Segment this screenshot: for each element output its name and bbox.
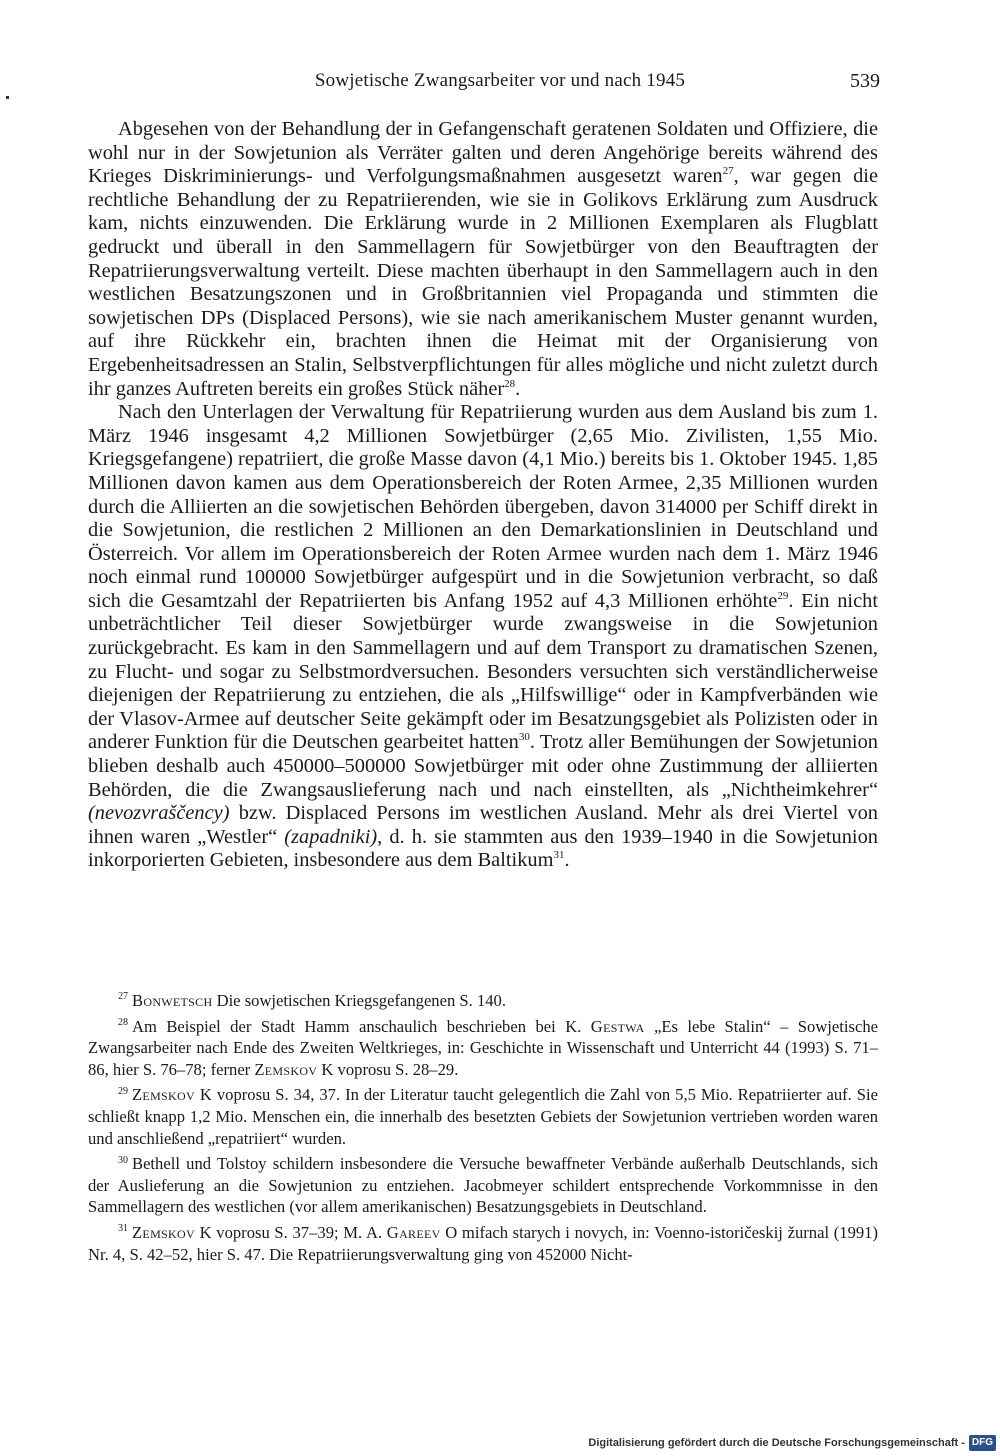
- footnotes: [88, 990, 878, 1269]
- footnote-28-text-c: K voprosu S. 28–29.: [317, 1059, 459, 1079]
- main-text: [88, 118, 878, 873]
- paragraph-2: [88, 401, 878, 873]
- paragraph-2-text-b: . Ein nicht unbeträchtlicher Teil dieser Sowjetbürger wurde zwangsweise in die Sowjetunion zurückgebracht. Es kam in den Sammellagern und auf dem Transport zu dramatischen Szenen, zu Flucht- und sogar zu Selbstmordversuchen. Besonders versuchten sich verständlicherweise diejenigen der Repatriierung zu entziehen, die als „Hilfswillige“ oder in Kampfverbänden wie der Vlasov-Armee auf deutscher Seite gekämpft oder im Besatzungsgebiet als Polizisten oder in anderer Funktion für die Deutschen gearbeitet hatten: [88, 589, 878, 754]
- scan-artifact-mark: [6, 96, 9, 99]
- digitization-banner-text: Digitalisierung gefördert durch die Deutsche Forschungsgemeinschaft -: [588, 1437, 965, 1449]
- footnote-29-text: K voprosu S. 34, 37. In der Literatur taucht gelegentlich die Zahl von 5,5 Mio. Repatriierter auf. Sie schließt knapp 1,2 Mio. Menschen ein, die innerhalb des besetzten Gebiets der Sowjetunion vertrieben worden waren und anschließend „repatriiert“ wurden.: [88, 1085, 878, 1148]
- footnote-27-author: Bonwetsch: [132, 991, 213, 1010]
- page-number: 539: [850, 70, 880, 92]
- digitization-banner: [588, 1434, 996, 1452]
- footnote-30: [88, 1153, 878, 1218]
- paragraph-1-text-a: Abgesehen von der Behandlung der in Gefangenschaft geratenen Soldaten und Offiziere, die wohl nur in der Sowjetunion als Verräter galten und deren Angehörige bereits während des Krieges Diskriminierungs- und Verfolgungsmaßnahmen ausgesetzt waren: [88, 118, 878, 188]
- paragraph-2-text-d: bzw. Displaced Persons im westlichen Ausland. Mehr als drei Viertel von ihnen waren „Westler“: [88, 802, 878, 848]
- term-zapadniki: (zapadniki): [284, 825, 378, 848]
- footnote-ref-31: 31: [553, 849, 565, 862]
- footnote-ref-27: 27: [722, 165, 734, 178]
- paragraph-1: [88, 118, 878, 401]
- paragraph-1-text-b: , war gegen die rechtliche Behandlung der zu Repatriierenden, wie sie in Golikovs Erklärung zum Ausdruck kam, nichts einzuwenden. Die Erklärung wurde in 2 Millionen Exemplaren als Flugblatt gedruckt und überall in den Sammellagern für Sowjetbürger von den Beauftragten der Repatriierungsverwaltung verteilt. Diese machten überhaupt in den Sammellagern auch in den westlichen Besatzungszonen und in Großbritannien viel Propaganda und stimmten die sowjetischen DPs (Displaced Persons), wie sie nach amerikanischem Muster genannt wurden, auf ihre Rückkehr ein, brachten ihnen die Heimat mit der Organisierung von Ergebenheitsadressen an Stalin, Selbstverpflichtungen für alles mögliche und nicht zuletzt durch ihr ganzes Auftreten bereits ein großes Stück näher: [88, 165, 878, 400]
- footnote-27: [88, 990, 878, 1012]
- paragraph-1-text-c: .: [515, 377, 521, 400]
- footnote-30-mark: 30: [118, 1154, 128, 1166]
- footnote-31-text-b: O mifach starych i novych, in: Voenno-istoričeskij žurnal (1991) Nr. 4, S. 42–52, hier S. 47. Die Repatriierungsverwaltung ging von 452000 Nicht-: [88, 1222, 878, 1264]
- footnote-31-mark: 31: [118, 1223, 128, 1235]
- footnote-31-author: Zemskov: [132, 1222, 195, 1242]
- footnote-29: [88, 1084, 878, 1149]
- running-head: [120, 70, 880, 100]
- paragraph-2-text-a: Nach den Unterlagen der Verwaltung für Repatriierung wurden aus dem Ausland bis zum 1. März 1946 insgesamt 4,2 Millionen Sowjetbürger (2,65 Mio. Zivilisten, 1,55 Mio. Kriegsgefangene) repatriiert, die große Masse davon (4,1 Mio.) bereits bis 1. Oktober 1945. 1,85 Millionen davon kamen aus dem Operationsbereich der Roten Armee, 2,35 Millionen wurden durch die Alliierten an die sowjetischen Behörden übergeben, davon 314000 per Schiff direkt in die Sowjetunion, die restlichen 2 Millionen an den Demarkationslinien in Deutschland und Österreich. Vor allem im Operationsbereich der Roten Armee wurden nach dem 1. März 1946 noch einmal rund 100000 Sowjetbürger aufgespürt und in die Sowjetunion verbracht, so daß sich die Gesamtzahl der Repatriierten bis Anfang 1952 auf 4,3 Millionen erhöhte: [88, 401, 878, 612]
- paragraph-2-text-f: .: [564, 849, 570, 872]
- footnote-28-author: Gestwa: [590, 1016, 645, 1036]
- term-nevozvrascency: (nevozvraščency): [88, 802, 230, 825]
- footnote-27-text: Die sowjetischen Kriegsgefangenen S. 140.: [212, 991, 506, 1010]
- footnote-28-mark: 28: [118, 1017, 128, 1029]
- footnote-ref-30: 30: [518, 731, 530, 744]
- footnote-31-author-2: Gareev: [386, 1222, 441, 1242]
- paragraph-2-text-c: . Trotz aller Bemühungen der Sowjetunion blieben deshalb auch 450000–500000 Sowjetbürger mit oder ohne Zustimmung der alliierten Behörden, die die Zwangsauslieferung nach und nach einstellten, als „Nichtheimkehrer“: [88, 731, 878, 801]
- footnote-29-author: Zemskov: [132, 1085, 195, 1105]
- footnote-28-text-b: „Es lebe Stalin“ – Sowjetische Zwangsarbeiter nach Ende des Zweiten Weltkrieges, in: Geschichte in Wissenschaft und Unterricht 44 (1993) S. 71–86, hier S. 76–78; ferner: [88, 1016, 878, 1079]
- footnote-29-mark: 29: [118, 1085, 128, 1097]
- footnote-28: [88, 1016, 878, 1081]
- dfg-logo: DFG: [969, 1435, 996, 1451]
- footnote-27-mark: 27: [118, 991, 128, 1003]
- footnote-28-text-a: Am Beispiel der Stadt Hamm anschaulich beschrieben bei K.: [132, 1016, 591, 1036]
- footnote-ref-29: 29: [777, 590, 789, 603]
- footnote-28-author-2: Zemskov: [254, 1059, 318, 1079]
- footnote-31: [88, 1222, 878, 1265]
- footnote-30-text: Bethell und Tolstoy schildern insbesondere die Versuche bewaffneter Verbände außerhalb Deutschlands, sich der Auslieferung an die Sowjetunion zu entziehen. Jacobmeyer schildert entsprechende Vorkommnisse in den Sammellagern des westlichen (vor allem amerikanischen) Besatzungsgebiets in Deutschland.: [88, 1154, 878, 1217]
- running-title: Sowjetische Zwangsarbeiter vor und nach 1945: [314, 70, 686, 91]
- paragraph-2-text-e: , d. h. sie stammten aus den 1939–1940 in die Sowjetunion inkorporierten Gebieten, insbesondere aus dem Baltikum: [88, 825, 878, 872]
- footnote-ref-28: 28: [504, 377, 516, 390]
- footnote-31-text-a: K voprosu S. 37–39; M. A.: [194, 1222, 387, 1242]
